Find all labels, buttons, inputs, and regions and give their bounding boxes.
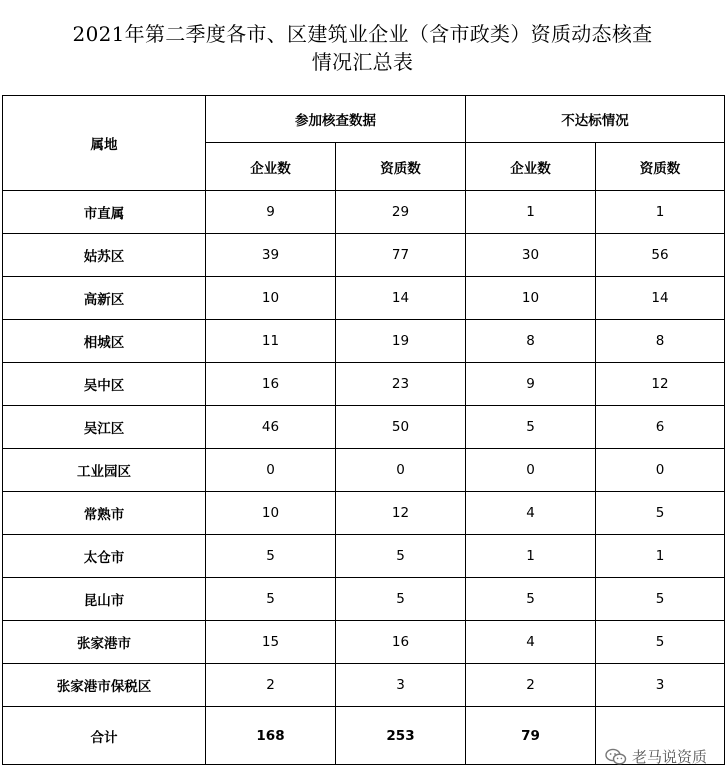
cell-failed-enterprises: 1 [466, 191, 596, 234]
table-row [3, 320, 725, 363]
header-location: 属地 [3, 96, 206, 191]
cell-checked-qualifications: 14 [336, 277, 466, 320]
row-location-name: 市直属 [3, 191, 206, 234]
cell-checked-qualifications: 3 [336, 664, 466, 707]
cell-checked-enterprises: 11 [206, 320, 336, 363]
table-row [3, 191, 725, 234]
cell-failed-qualifications: 6 [596, 406, 725, 449]
summary-table [2, 95, 725, 765]
page-title [0, 0, 725, 92]
cell-checked-qualifications: 19 [336, 320, 466, 363]
cell-failed-enterprises: 4 [466, 621, 596, 664]
total-failed-enterprises: 79 [466, 707, 596, 765]
cell-failed-enterprises: 8 [466, 320, 596, 363]
row-location-name: 相城区 [3, 320, 206, 363]
cell-failed-enterprises: 0 [466, 449, 596, 492]
table-row [3, 234, 725, 277]
table-row [3, 621, 725, 664]
header-group-checked: 参加核查数据 [206, 96, 466, 143]
cell-failed-enterprises: 5 [466, 578, 596, 621]
header-row-1 [3, 96, 725, 143]
cell-checked-enterprises: 9 [206, 191, 336, 234]
header-group-failed: 不达标情况 [466, 96, 725, 143]
cell-checked-qualifications: 50 [336, 406, 466, 449]
row-location-name: 吴江区 [3, 406, 206, 449]
cell-failed-enterprises: 1 [466, 535, 596, 578]
row-location-name: 姑苏区 [3, 234, 206, 277]
row-location-name: 太仓市 [3, 535, 206, 578]
cell-checked-enterprises: 0 [206, 449, 336, 492]
row-location-name: 张家港市 [3, 621, 206, 664]
cell-checked-qualifications: 12 [336, 492, 466, 535]
cell-failed-qualifications: 5 [596, 621, 725, 664]
cell-failed-qualifications: 5 [596, 578, 725, 621]
header-checked-enterprises: 企业数 [206, 143, 336, 191]
cell-checked-qualifications: 77 [336, 234, 466, 277]
cell-checked-qualifications: 5 [336, 578, 466, 621]
cell-checked-enterprises: 16 [206, 363, 336, 406]
table-row [3, 277, 725, 320]
cell-checked-qualifications: 29 [336, 191, 466, 234]
cell-failed-qualifications: 12 [596, 363, 725, 406]
cell-failed-qualifications: 0 [596, 449, 725, 492]
table-row [3, 664, 725, 707]
wechat-icon [605, 748, 627, 766]
cell-checked-enterprises: 10 [206, 492, 336, 535]
cell-failed-qualifications: 14 [596, 277, 725, 320]
title-line-2: 情况汇总表 [311, 50, 414, 74]
cell-checked-enterprises: 15 [206, 621, 336, 664]
cell-failed-enterprises: 2 [466, 664, 596, 707]
cell-checked-enterprises: 10 [206, 277, 336, 320]
cell-failed-qualifications: 1 [596, 191, 725, 234]
cell-failed-qualifications: 8 [596, 320, 725, 363]
cell-failed-qualifications: 1 [596, 535, 725, 578]
cell-checked-qualifications: 16 [336, 621, 466, 664]
cell-checked-qualifications: 23 [336, 363, 466, 406]
total-label: 合计 [3, 707, 206, 765]
cell-checked-qualifications: 5 [336, 535, 466, 578]
row-location-name: 张家港市保税区 [3, 664, 206, 707]
row-location-name: 常熟市 [3, 492, 206, 535]
cell-failed-qualifications: 56 [596, 234, 725, 277]
cell-checked-enterprises: 2 [206, 664, 336, 707]
cell-checked-enterprises: 39 [206, 234, 336, 277]
row-location-name: 昆山市 [3, 578, 206, 621]
cell-checked-enterprises: 46 [206, 406, 336, 449]
total-checked-enterprises: 168 [206, 707, 336, 765]
cell-failed-enterprises: 10 [466, 277, 596, 320]
table-row [3, 363, 725, 406]
title-line-1: 2021年第二季度各市、区建筑业企业（含市政类）资质动态核查 [72, 22, 653, 46]
cell-failed-enterprises: 30 [466, 234, 596, 277]
cell-failed-enterprises: 9 [466, 363, 596, 406]
row-location-name: 高新区 [3, 277, 206, 320]
cell-checked-qualifications: 0 [336, 449, 466, 492]
total-checked-qualifications: 253 [336, 707, 466, 765]
cell-failed-qualifications: 3 [596, 664, 725, 707]
cell-failed-enterprises: 5 [466, 406, 596, 449]
table-row [3, 535, 725, 578]
table-row [3, 578, 725, 621]
row-location-name: 工业园区 [3, 449, 206, 492]
cell-failed-qualifications: 5 [596, 492, 725, 535]
table-row [3, 406, 725, 449]
header-failed-enterprises: 企业数 [466, 143, 596, 191]
watermark-text: 老马说资质 [631, 748, 707, 766]
table-row [3, 492, 725, 535]
header-checked-qualifications: 资质数 [336, 143, 466, 191]
cell-failed-enterprises: 4 [466, 492, 596, 535]
watermark [605, 746, 707, 767]
table-row [3, 449, 725, 492]
cell-checked-enterprises: 5 [206, 535, 336, 578]
header-failed-qualifications: 资质数 [596, 143, 725, 191]
row-location-name: 吴中区 [3, 363, 206, 406]
cell-checked-enterprises: 5 [206, 578, 336, 621]
